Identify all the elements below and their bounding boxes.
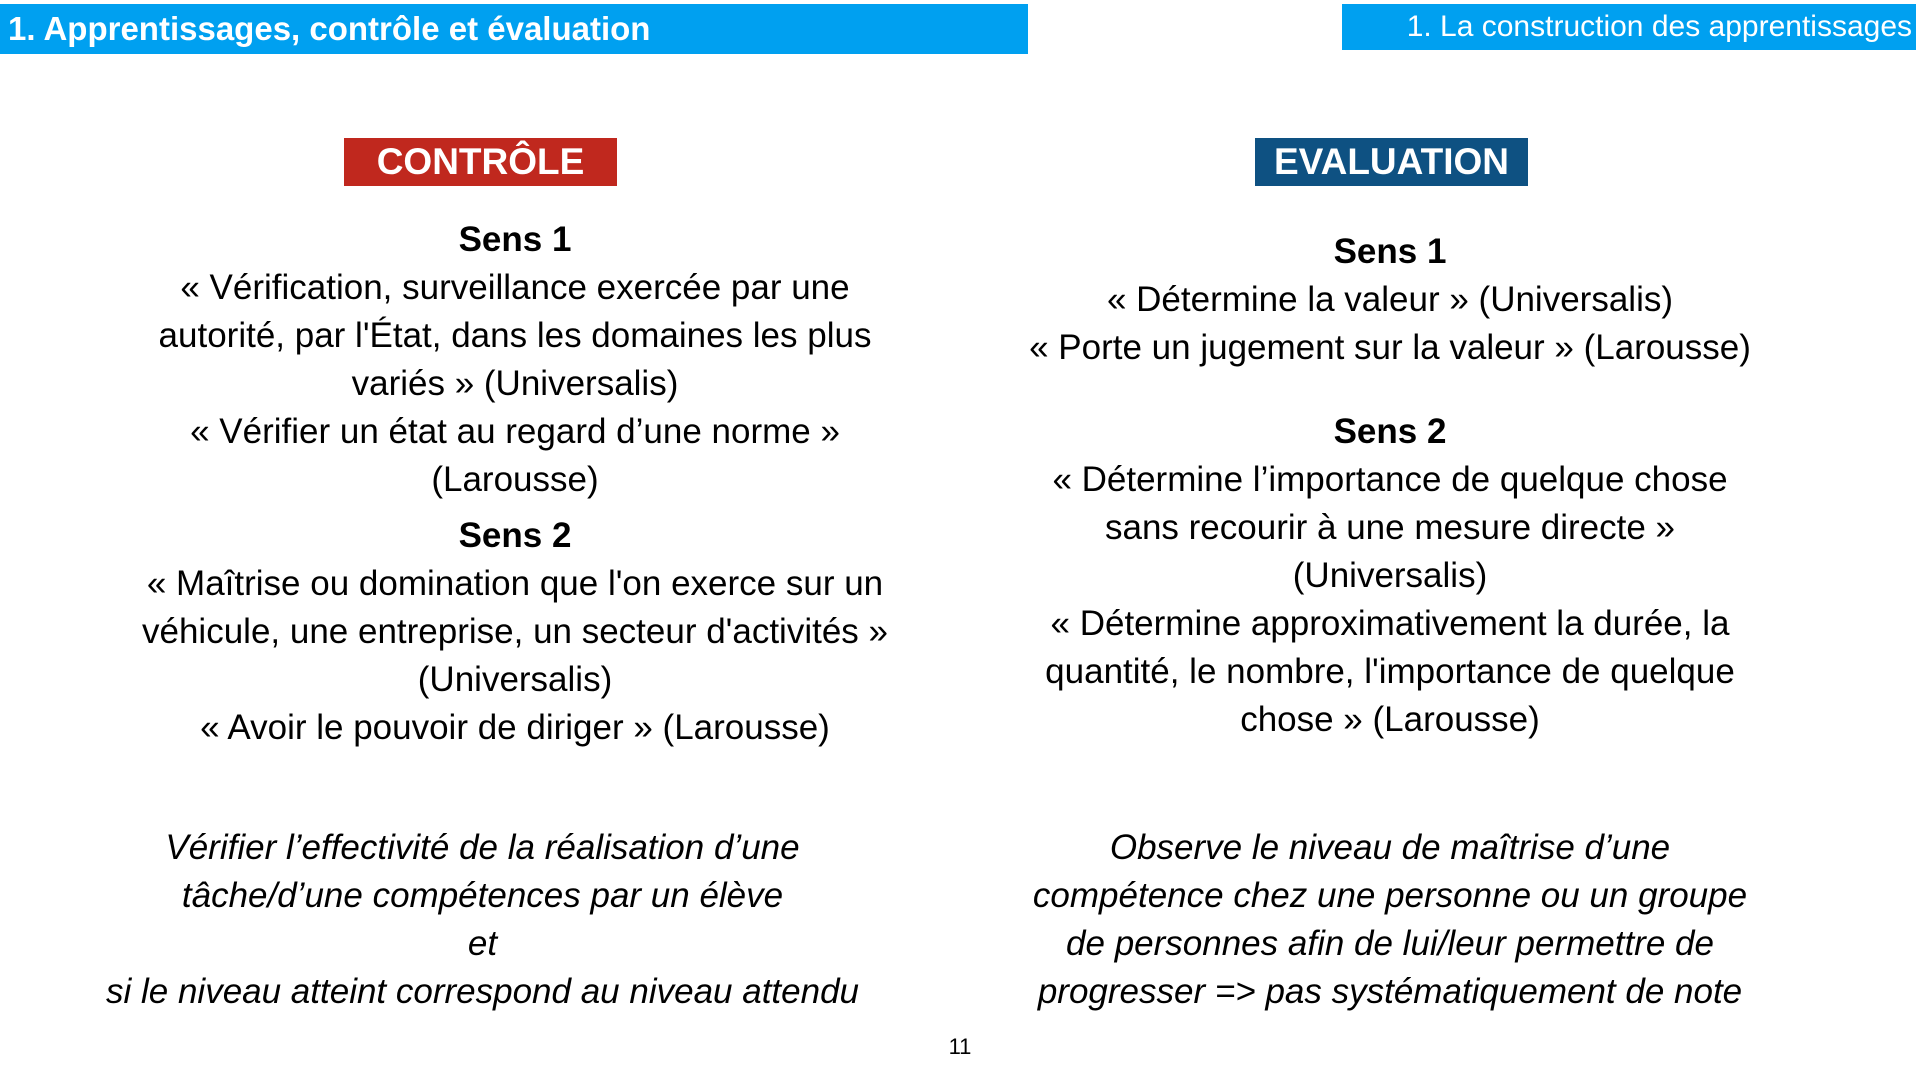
section-title: 1. La construction des apprentissages <box>1406 10 1912 43</box>
evaluation-summary-line: Observe le niveau de maîtrise d’une <box>1109 828 1671 867</box>
chapter-title-banner <box>0 4 1028 54</box>
evaluation-sens1-title: Sens 1 <box>1333 232 1447 271</box>
controle-summary-line: et <box>467 924 498 963</box>
evaluation-summary <box>960 824 1820 1016</box>
evaluation-sens2-line: « Détermine approximativement la durée, la <box>1050 604 1730 643</box>
evaluation-sens2-title: Sens 2 <box>1333 412 1447 451</box>
evaluation-sens2-line: (Universalis) <box>1292 556 1488 595</box>
evaluation-sens1-line: « Porte un jugement sur la valeur » (Larousse) <box>1029 328 1751 367</box>
controle-summary <box>20 824 945 1016</box>
controle-sens1-line: « Vérifier un état au regard d’une norme » <box>190 412 840 451</box>
evaluation-summary-line: compétence chez une personne ou un groupe <box>1032 876 1748 915</box>
evaluation-summary-line: progresser => pas systématiquement de note <box>1037 972 1743 1011</box>
controle-sens1-line: « Vérification, surveillance exercée par une <box>180 268 850 307</box>
evaluation-sens2-line: chose » (Larousse) <box>1240 700 1540 739</box>
controle-sens2-title: Sens 2 <box>458 516 572 555</box>
controle-sens1-line: autorité, par l'État, dans les domaines les plus <box>158 316 872 355</box>
evaluation-sens2-line: quantité, le nombre, l'importance de quelque <box>1045 652 1735 691</box>
evaluation-sens2-line: « Détermine l’importance de quelque chose <box>1052 460 1728 499</box>
section-title-banner <box>1342 4 1916 50</box>
chapter-title: 1. Apprentissages, contrôle et évaluation <box>8 10 651 47</box>
controle-sens2-line: « Avoir le pouvoir de diriger » (Larousse) <box>200 708 830 747</box>
controle-summary-line: Vérifier l’effectivité de la réalisation d’une <box>165 828 800 867</box>
evaluation-definitions <box>965 228 1815 744</box>
controle-sens1-title: Sens 1 <box>458 220 572 259</box>
controle-definitions <box>60 216 970 752</box>
controle-sens1-line: variés » (Universalis) <box>351 364 679 403</box>
evaluation-sens2-line: sans recourir à une mesure directe » <box>1105 508 1675 547</box>
controle-badge: CONTRÔLE <box>344 138 617 186</box>
controle-summary-line: si le niveau atteint correspond au niveau attendu <box>105 972 859 1011</box>
page-number: 11 <box>948 1034 972 1059</box>
controle-sens2-line: véhicule, une entreprise, un secteur d'activités » <box>142 612 888 651</box>
controle-sens2-line: « Maîtrise ou domination que l'on exerce sur un <box>146 564 884 603</box>
evaluation-badge: EVALUATION <box>1255 138 1528 186</box>
controle-summary-line: tâche/d’une compétences par un élève <box>181 876 784 915</box>
evaluation-summary-line: de personnes afin de lui/leur permettre de <box>1066 924 1714 963</box>
evaluation-sens1-line: « Détermine la valeur » (Universalis) <box>1106 280 1674 319</box>
controle-sens2-line: (Universalis) <box>417 660 613 699</box>
controle-sens1-line: (Larousse) <box>431 460 599 499</box>
